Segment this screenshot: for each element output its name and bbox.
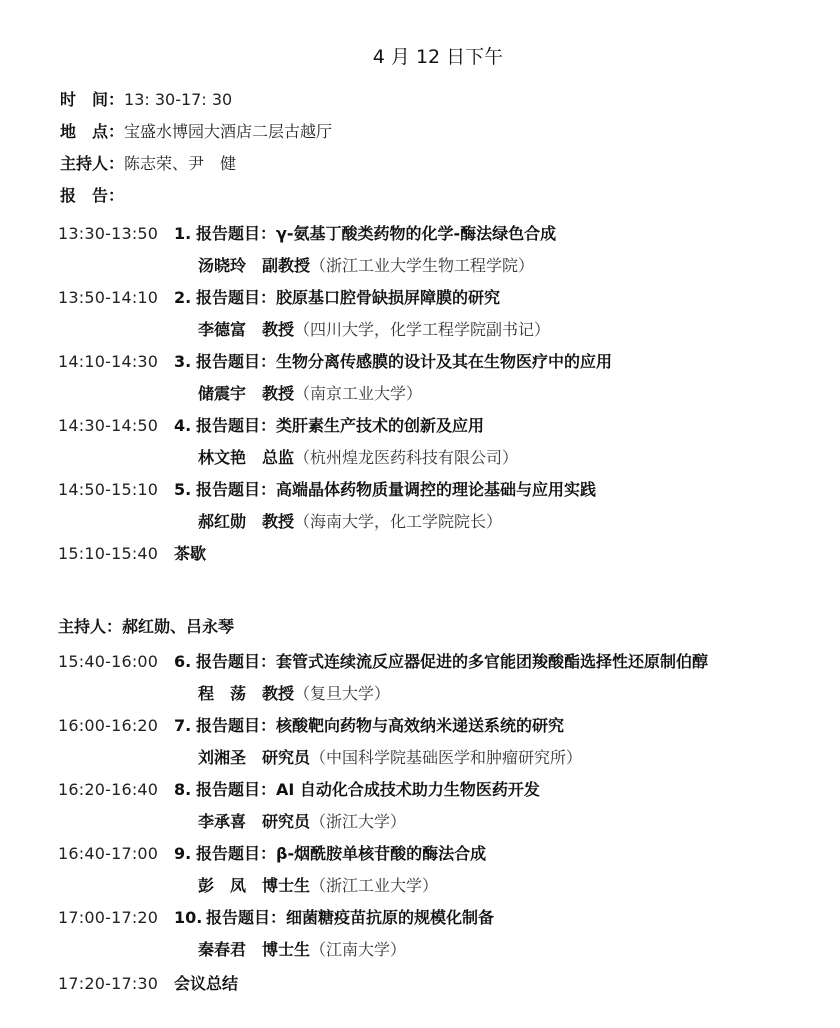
speaker-line [198, 940, 406, 960]
session-number: 2. [174, 288, 192, 307]
session-speaker-row [0, 748, 840, 768]
speaker-line [198, 512, 502, 532]
session-time: 14:50-15:10 [58, 480, 159, 499]
session-time: 16:00-16:20 [58, 716, 159, 735]
speaker-line [198, 684, 390, 704]
speaker-name: 秦春君 博士生 [198, 940, 311, 959]
session-row [0, 908, 840, 928]
speaker-line [198, 320, 550, 340]
session-number: 4. [174, 416, 192, 435]
session-topic: 报告题目：核酸靶向药物与高效纳米递送系统的研究 [196, 716, 565, 735]
break-label: 茶歇 [174, 544, 207, 563]
session-topic: 报告题目：β-烟酰胺单核苷酸的酶法合成 [196, 844, 487, 863]
break-row [0, 544, 840, 564]
speaker-affiliation: （杭州煌龙医药科技有限公司） [294, 448, 519, 467]
session-time: 14:10-14:30 [58, 352, 159, 371]
session-number: 5. [174, 480, 192, 499]
session-row [0, 780, 840, 800]
speaker-line [198, 812, 406, 832]
session-topic: 报告题目：胶原基口腔骨缺损屏障膜的研究 [196, 288, 501, 307]
speaker-affiliation: （四川大学，化学工程学院副书记） [294, 320, 551, 339]
session-time: 16:40-17:00 [58, 844, 159, 863]
speaker-line [198, 256, 534, 276]
speaker-name: 李德富 教授 [198, 320, 295, 339]
page-title: 4 月 12 日下午 [372, 46, 504, 68]
speaker-line [198, 384, 422, 404]
session-speaker-row [0, 320, 840, 340]
meta-host-value: 陈志荣、尹 健 [124, 154, 237, 173]
session-speaker-row [0, 876, 840, 896]
speaker-affiliation: （浙江工业大学） [310, 876, 439, 895]
speaker-name: 程 荡 教授 [198, 684, 295, 703]
session-topic: 报告题目：γ-氨基丁酸类药物的化学-酶法绿色合成 [196, 224, 557, 243]
session-topic: 报告题目：套管式连续流反应器促进的多官能团羧酸酯选择性还原制伯醇 [196, 652, 709, 671]
meta-place-value: 宝盛水博园大酒店二层古越厅 [124, 122, 333, 141]
meta-report-label: 报 告： [60, 186, 125, 205]
meta-place [60, 122, 332, 142]
speaker-name: 林文艳 总监 [198, 448, 295, 467]
meta-time-label: 时 间： [60, 90, 125, 109]
session-topic: 报告题目：细菌糖疫苗抗原的规模化制备 [206, 908, 495, 927]
meta-time [60, 90, 232, 110]
speaker-name: 郝红勋 教授 [198, 512, 295, 531]
meta-place-label: 地 点： [60, 122, 125, 141]
session-speaker-row [0, 384, 840, 404]
session-row [0, 716, 840, 736]
session-row [0, 352, 840, 372]
speaker-name: 汤晓玲 副教授 [198, 256, 311, 275]
session-topic: 报告题目：高端晶体药物质量调控的理论基础与应用实践 [196, 480, 597, 499]
session-number: 7. [174, 716, 192, 735]
session-number: 6. [174, 652, 192, 671]
session-topic: 报告题目：类肝素生产技术的创新及应用 [196, 416, 485, 435]
session-speaker-row [0, 256, 840, 276]
session-row [0, 480, 840, 500]
session-speaker-row [0, 940, 840, 960]
closing-label: 会议总结 [174, 974, 239, 993]
speaker-affiliation: （南京工业大学） [294, 384, 423, 403]
speaker-affiliation: （海南大学，化工学院院长） [294, 512, 503, 531]
session-speaker-row [0, 684, 840, 704]
session-topic: 报告题目：生物分离传感膜的设计及其在生物医疗中的应用 [196, 352, 613, 371]
session-row [0, 288, 840, 308]
closing-row [0, 974, 840, 994]
speaker-name: 刘湘圣 研究员 [198, 748, 311, 767]
session-row [0, 844, 840, 864]
closing-time: 17:20-17:30 [58, 974, 159, 993]
session-time: 13:50-14:10 [58, 288, 159, 307]
speaker-line [198, 448, 518, 468]
session-number: 3. [174, 352, 192, 371]
meta-host [60, 154, 236, 174]
speaker-name: 彭 凤 博士生 [198, 876, 311, 895]
session-speaker-row [0, 812, 840, 832]
session-number: 8. [174, 780, 192, 799]
speaker-affiliation: （江南大学） [310, 940, 407, 959]
speaker-affiliation: （浙江大学） [310, 812, 407, 831]
session-topic: 报告题目：AI 自动化合成技术助力生物医药开发 [196, 780, 540, 799]
session-number: 10. [174, 908, 203, 927]
session-time: 16:20-16:40 [58, 780, 159, 799]
break-time: 15:10-15:40 [58, 544, 159, 563]
session-row [0, 224, 840, 244]
session-time: 17:00-17:20 [58, 908, 159, 927]
afternoon-host: 主持人：郝红勋、吕永琴 [58, 617, 235, 636]
session-time: 15:40-16:00 [58, 652, 159, 671]
speaker-affiliation: （浙江工业大学生物工程学院） [310, 256, 535, 275]
session-time: 13:30-13:50 [58, 224, 159, 243]
session-row [0, 652, 840, 672]
meta-host-label: 主持人： [60, 154, 125, 173]
meta-report [60, 186, 124, 206]
speaker-affiliation: （中国科学院基础医学和肿瘤研究所） [310, 748, 583, 767]
session-time: 14:30-14:50 [58, 416, 159, 435]
session-number: 9. [174, 844, 192, 863]
speaker-line [198, 876, 438, 896]
speaker-name: 储震宇 教授 [198, 384, 295, 403]
session-speaker-row [0, 512, 840, 532]
session-number: 1. [174, 224, 192, 243]
session-row [0, 416, 840, 436]
speaker-affiliation: （复旦大学） [294, 684, 391, 703]
meta-time-value: 13: 30-17: 30 [124, 90, 233, 109]
speaker-line [198, 748, 582, 768]
session-speaker-row [0, 448, 840, 468]
speaker-name: 李承喜 研究员 [198, 812, 311, 831]
